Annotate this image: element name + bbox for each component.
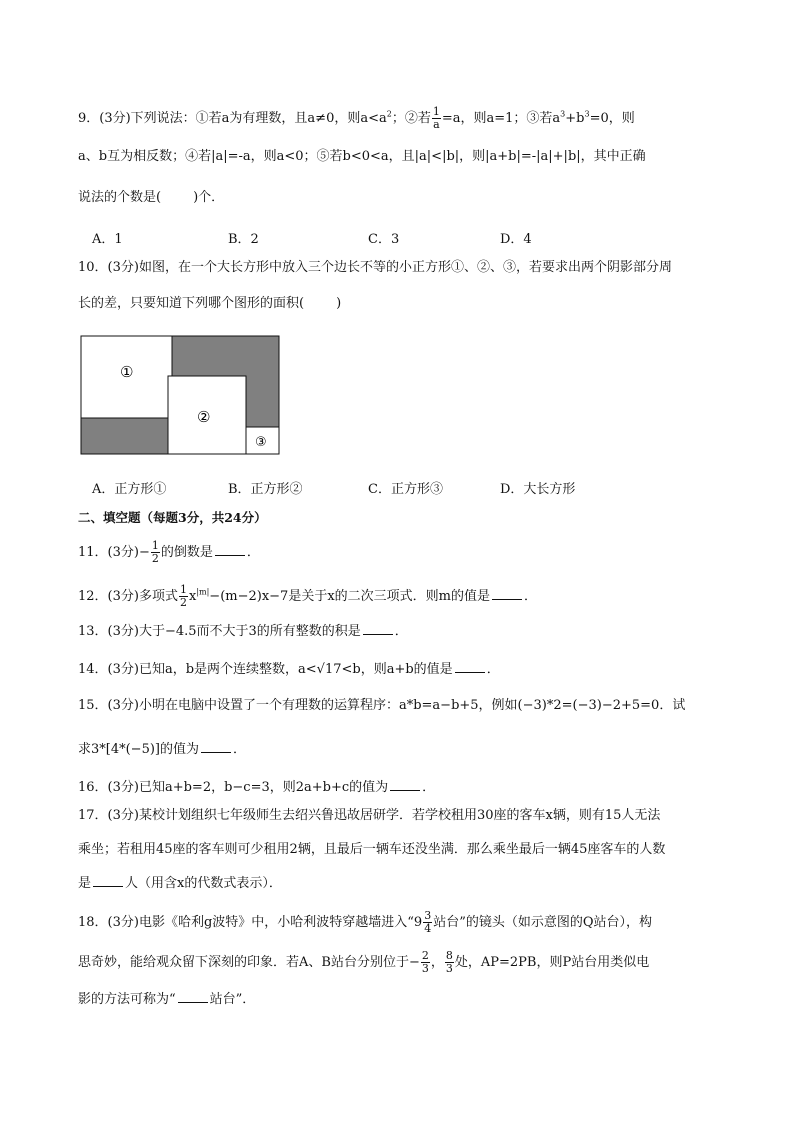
q18-text-c: 思奇妙，能给观众留下深刻的印象．若A、B站台分别位于− [78, 955, 420, 970]
q16-answer-blank[interactable] [390, 778, 420, 791]
q15-line2 [78, 740, 246, 758]
q18-frac1-num: 3 [424, 909, 432, 922]
q9-sup2: 3 [560, 109, 566, 119]
q12-answer-blank[interactable] [492, 587, 522, 600]
q12-line [78, 584, 537, 609]
q10-option-b: B．正方形② [228, 482, 303, 497]
q17-text-b: 人（用含x的代数式表示）． [125, 876, 282, 891]
q11-frac-num: 1 [151, 539, 159, 552]
q10-line2 [78, 296, 341, 312]
q16-text-a: 16．(3分)已知a+b=2，b−c=3，则2a+b+c的值为 [78, 780, 389, 795]
q17-text-a: 是 [78, 876, 92, 891]
q18-line2 [78, 950, 649, 975]
q17-line3 [78, 874, 282, 892]
q18-text-e: 处，AP=2PB，则P站台用类似电 [454, 955, 650, 970]
q15-text-a: 求3*[4*(−5)]的值为 [78, 742, 199, 757]
q13-text-b: ． [394, 624, 408, 639]
q9-line2: a、b互为相反数；④若|a|=-a，则a<0；⑤若b<0<a，且|a|<|b|，则|a+b|=-|a|+|b|，其中正确 [78, 149, 646, 164]
q9-frac-den: a [433, 118, 440, 131]
q11-answer-blank[interactable] [215, 543, 245, 556]
q10-line2-b: ) [336, 296, 342, 311]
q10-line2-a: 长的差，只要知道下列哪个图形的面积( [78, 296, 305, 311]
q18-fraction-1 [423, 910, 432, 935]
q9-frac-num: 1 [432, 105, 440, 118]
q11-text-a: 11．(3分)− [78, 545, 150, 560]
q9-option-a: A．1 [92, 232, 123, 247]
q12-frac-den: 2 [179, 596, 187, 609]
q12-text-b: x [188, 589, 197, 604]
q16-text-b: ． [422, 780, 436, 795]
q18-fraction-3 [445, 950, 454, 975]
q13-line [78, 622, 408, 640]
q13-text-a: 13．(3分)大于−4.5而不大于3的所有整数的积是 [78, 624, 361, 639]
label-1: ① [120, 363, 134, 381]
q11-fraction [151, 540, 160, 565]
q10-option-a: A．正方形① [92, 482, 167, 497]
q11-line [78, 540, 260, 565]
q18-text-f: 影的方法可称为“ [78, 992, 176, 1007]
q15-line1: 15．(3分)小明在电脑中设置了一个有理数的运算程序：a*b=a−b+5，例如(−3)*2=(−3)−2+5=0．试 [78, 698, 686, 713]
q12-text-a: 12．(3分)多项式 [78, 589, 178, 604]
q9-text-e: =0，则 [589, 111, 635, 126]
q15-answer-blank[interactable] [201, 740, 231, 753]
q17-answer-blank[interactable] [93, 874, 123, 887]
q9-option-c: C．3 [368, 232, 400, 247]
q18-text-a: 18．(3分)电影《哈利g波特》中，小哈利波特穿越墙进入“9 [78, 915, 423, 930]
q18-frac2-num: 2 [421, 949, 429, 962]
q17-line2: 乘坐；若租用45座的客车则可少租用2辆，且最后一辆车还没坐满．那么乘坐最后一辆45座客车的人数 [78, 842, 666, 857]
q12-text-c: −(m−2)x−7是关于x的二次三项式．则m的值是 [209, 589, 490, 604]
q18-fraction-2 [421, 950, 430, 975]
q18-text-d: ， [430, 955, 444, 970]
q9-fraction [432, 106, 441, 131]
q18-line3 [78, 990, 255, 1008]
q18-text-g: 站台”． [209, 992, 256, 1007]
q9-sup3: 3 [584, 109, 590, 119]
q18-frac2-den: 3 [421, 962, 429, 975]
label-3: ③ [255, 435, 267, 450]
q12-sup: |m| [196, 587, 210, 597]
q18-line1 [78, 910, 652, 935]
q9-text-a: 9．(3分)下列说法：①若a为有理数，且a≠0，则a<a [78, 111, 387, 126]
shaded-region-bottom-left [81, 418, 168, 454]
q9-sup: 2 [386, 109, 392, 119]
q14-line [78, 660, 500, 678]
q9-option-b: B．2 [228, 232, 259, 247]
q14-text-b: ． [486, 662, 500, 677]
q12-text-d: ． [523, 589, 537, 604]
q11-text-c: ． [246, 545, 260, 560]
q18-frac3-num: 8 [445, 949, 453, 962]
q10-figure [80, 335, 282, 457]
q12-frac-num: 1 [179, 583, 187, 596]
q11-text-b: 的倒数是 [160, 545, 213, 560]
q9-line3-b: )个． [193, 190, 225, 205]
q11-frac-den: 2 [151, 552, 159, 565]
q18-answer-blank[interactable] [178, 990, 208, 1003]
q9-text-c: =a，则a=1；③若a [441, 111, 561, 126]
q9-text-d: +b [565, 111, 585, 126]
q9-text-b: ；②若 [391, 111, 431, 126]
q13-answer-blank[interactable] [363, 622, 393, 635]
q10-option-c: C．正方形③ [368, 482, 443, 497]
q16-line [78, 778, 435, 796]
label-2: ② [197, 408, 211, 426]
q18-text-b: 站台”的镜头（如示意图的Q站台），构 [433, 915, 653, 930]
q9-option-d: D．4 [500, 232, 532, 247]
q9-line1 [78, 106, 635, 131]
q10-line1: 10．(3分)如图，在一个大长方形中放入三个边长不等的小正方形①、②、③，若要求出两个阴影部分周 [78, 260, 672, 275]
q17-line1: 17．(3分)某校计划组织七年级师生去绍兴鲁迅故居研学．若学校租用30座的客车x辆，则有15人无法 [78, 808, 661, 823]
q14-answer-blank[interactable] [455, 660, 485, 673]
q18-frac3-den: 3 [445, 962, 453, 975]
q18-frac1-den: 4 [424, 922, 432, 935]
q14-text-a: 14．(3分)已知a，b是两个连续整数，a<√17<b，则a+b的值是 [78, 662, 453, 677]
q9-line3-a: 说法的个数是( [78, 190, 162, 205]
q15-text-b: ． [233, 742, 247, 757]
section-2-title: 二、填空题（每题3分，共24分） [78, 510, 267, 525]
q10-option-d: D．大长方形 [500, 482, 576, 497]
q12-fraction [179, 584, 188, 609]
q9-line3 [78, 190, 224, 206]
